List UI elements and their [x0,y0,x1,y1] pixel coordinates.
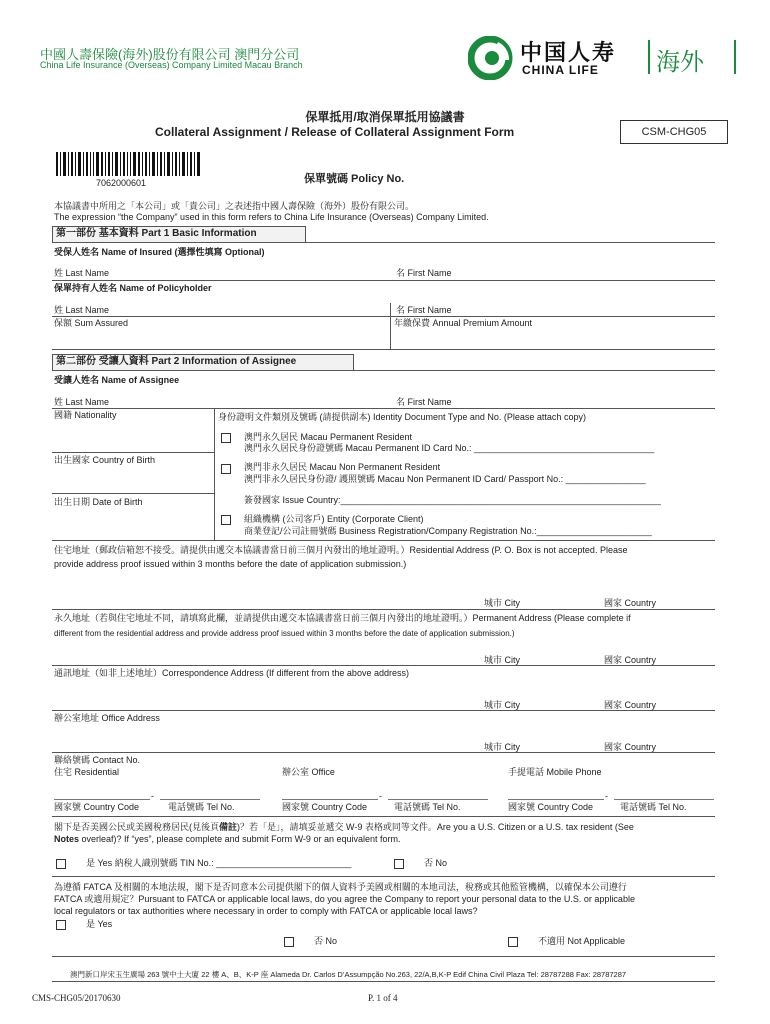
nationality-label: 國籍 Nationality [54,410,117,420]
assignee-last-name: 姓 Last Name [54,397,110,407]
logo-tag-overseas: 海外 [656,49,704,76]
entity-label: 組織機構 (公司客戶) Entity (Corporate Client) [244,514,424,524]
issue-country-label: 簽發國家 Issue Country:________________________________________________________________ [244,495,661,505]
permanent-country-label: 國家 Country [604,655,657,665]
macau-permanent-id: 澳門永久居民身份證號碼 Macau Permanent ID Card No.: ____________________________________ [244,443,655,453]
entity-checkbox[interactable] [221,515,231,525]
residential-address-label: 住宅地址（郵政信箱恕不接受。請提供由遞交本協議書當日前三個月內發出的地址證明。）Residential Address (P. O. Box is not accepted. Please [54,545,628,555]
dash-2: - [379,791,382,801]
contact-no-label: 聯絡號碼 Contact No. [54,755,141,765]
us-q1-bold: 備註 [219,822,238,832]
footer-form-code: CMS-CHG05/20170630 [32,993,121,1003]
sum-assured-label: 保額 Sum Assured [54,318,129,328]
annual-premium-label: 年繳保費 Annual Premium Amount [394,318,533,328]
us-q1-post: )？若「是」，請填妥並遞交 W-9 表格或同等文件。Are you a U.S. Citizen or a U.S. tax resident (See [237,822,634,832]
form-title-cn: 保單抵用/取消保單抵用協議書 [305,110,465,124]
residential-phone-label: 住宅 Residential [54,767,120,777]
assignee-first-name: 名 First Name [396,397,452,407]
us-q2-bold: Notes [54,834,80,844]
macau-nonpermanent-id: 澳門非永久居民身份證/ 護照號碼 Macau Non Permanent ID Card/ Passport No.: ________________ [244,474,646,484]
us-q2-post: overleaf)? If “yes”, please complete and submit Form W-9 or an equivalent form. [79,834,401,844]
macau-nonpermanent-checkbox[interactable] [221,464,231,474]
company-name-cn: 中國人壽保險(海外)股份有限公司 澳門分公司 [40,47,300,62]
id-column-divider [214,408,215,540]
macau-permanent-label: 澳門永久居民 Macau Permanent Resident [244,432,413,442]
logo-text-en: CHINA LIFE [522,63,599,77]
office-tel-no: 電話號碼 Tel No. [394,802,461,812]
us-no-checkbox[interactable] [394,859,404,869]
fatca-yes-label: 是 Yes [86,919,113,929]
us-citizen-question-2 [54,834,400,845]
assignee-name-label: 受讓人姓名 Name of Assignee [54,375,180,385]
intro-en: The expression “the Company” used in this form refers to China Life Insurance (Overseas) Company Limited. [54,212,489,222]
insured-first-name: 名 First Name [396,268,452,278]
form-code-box [620,120,728,144]
insured-name-label: 受保人姓名 Name of Insured (選擇性填寫 Optional) [54,247,265,257]
barcode-image [56,152,202,176]
us-yes-checkbox[interactable] [56,859,66,869]
fatca-na-checkbox[interactable] [508,937,518,947]
fatca-question-3: local regulators or tax authorities where necessary in order to comply with FATCA or applicable local laws? [54,906,478,916]
macau-nonpermanent-label: 澳門非永久居民 Macau Non Permanent Resident [244,462,441,472]
policyholder-name-label: 保單持有人姓名 Name of Policyholder [54,283,212,293]
barcode-number: 7062000601 [96,178,147,188]
permanent-address-note: different from the residential address and provide address proof issued within 3 months before the date of application submission.) [54,629,515,638]
fatca-na-label: 不適用 Not Applicable [538,936,626,946]
id-doc-label: 身份證明文件類別及號碼 (請提供副本) Identity Document Type and No. (Please attach copy) [218,412,586,422]
logo-divider [648,40,650,74]
mobile-tel-no: 電話號碼 Tel No. [620,802,687,812]
country-of-birth-label: 出生國家 Country of Birth [54,455,156,465]
mobile-phone-label: 手提電話 Mobile Phone [508,767,602,777]
correspondence-city-label: 城市 City [484,700,521,710]
office-address-label: 辦公室地址 Office Address [54,713,160,723]
dash-1: - [151,791,154,801]
form-code: CSM-CHG05 [641,126,707,138]
part2-heading: 第二部份 受讓人資料 Part 2 Information of Assignee [56,356,297,367]
office-country-label: 國家 Country [604,742,657,752]
policy-no-label: 保單號碼 Policy No. [304,173,405,185]
office-country-code: 國家號 Country Code [282,802,368,812]
residential-city-label: 城市 City [484,598,521,608]
dash-3: - [605,791,608,801]
fatca-question-2: FATCA 或適用規定？Pursuant to FATCA or applicable local laws, do you agree the Company to report your personal data to the U.S. or applicable [54,894,635,904]
us-no-label: 否 No [424,858,448,868]
logo-text-cn: 中国人寿 [520,40,617,65]
residential-tel-no: 電話號碼 Tel No. [168,802,235,812]
form-title-en: Collateral Assignment / Release of Collateral Assignment Form [155,125,515,139]
fatca-no-checkbox[interactable] [284,937,294,947]
permanent-address-label: 永久地址（若與住宅地址不同，請填寫此欄，並請提供由遞交本協議書當日前三個月內發出的地址證明。）Permanent Address (Please complete if [54,613,631,623]
china-life-logo [468,36,748,80]
residential-country-code: 國家號 Country Code [54,802,140,812]
logo-divider-right [734,40,736,74]
logo-swirl-icon [468,36,514,80]
footer-page-number: P. 1 of 4 [368,993,398,1003]
fatca-no-label: 否 No [314,936,338,946]
part1-divider [390,303,391,349]
office-city-label: 城市 City [484,742,521,752]
fatca-yes-checkbox[interactable] [56,920,66,930]
residential-country-label: 國家 Country [604,598,657,608]
us-yes-tin-label: 是 Yes 納稅人識別號碼 TIN No.: ___________________________ [86,858,352,868]
permanent-city-label: 城市 City [484,655,521,665]
company-name-en: China Life Insurance (Overseas) Company Limited Macau Branch [40,60,303,70]
part1-heading: 第一部份 基本資料 Part 1 Basic Information [56,228,257,239]
residential-address-note: provide address proof issued within 3 months before the date of application submission.) [54,559,407,569]
correspondence-country-label: 國家 Country [604,700,657,710]
insured-last-name: 姓 Last Name [54,268,110,278]
us-citizen-question [54,822,634,833]
fatca-question-1: 為遵循 FATCA 及相關的本地法規，閣下是否同意本公司提供閣下的個人資料予美國或相關的本地司法，稅務或其他監管機構，以確保本公司遵行 [54,882,627,892]
footer-address: 澳門新口岸宋玉生廣場 263 號中土大廈 22 樓 A、B、K-P 座 Alameda Dr. Carlos D’Assumpção No.263, 22/A,B,K-P Edif China Civil Plaza Tel: 28787288 Fax: 28787287 [70,970,627,979]
correspondence-address-label: 通訊地址（如非上述地址）Correspondence Address (If different from the above address) [54,668,409,678]
business-reg-label: 商業登記/公司註冊號碼 Business Registration/Company Registration No.:_______________________ [244,526,652,536]
holder-first-name: 名 First Name [396,305,452,315]
intro-cn: 本協議書中所用之「本公司」或「貴公司」之表述指中國人壽保險（海外）股份有限公司。 [54,201,415,211]
us-q1-pre: 閣下是否美國公民或美國稅務居民(見後頁 [54,822,219,832]
date-of-birth-label: 出生日期 Date of Birth [54,497,143,507]
mobile-country-code: 國家號 Country Code [508,802,594,812]
macau-permanent-checkbox[interactable] [221,433,231,443]
office-phone-label: 辦公室 Office [282,767,335,777]
holder-last-name: 姓 Last Name [54,305,110,315]
